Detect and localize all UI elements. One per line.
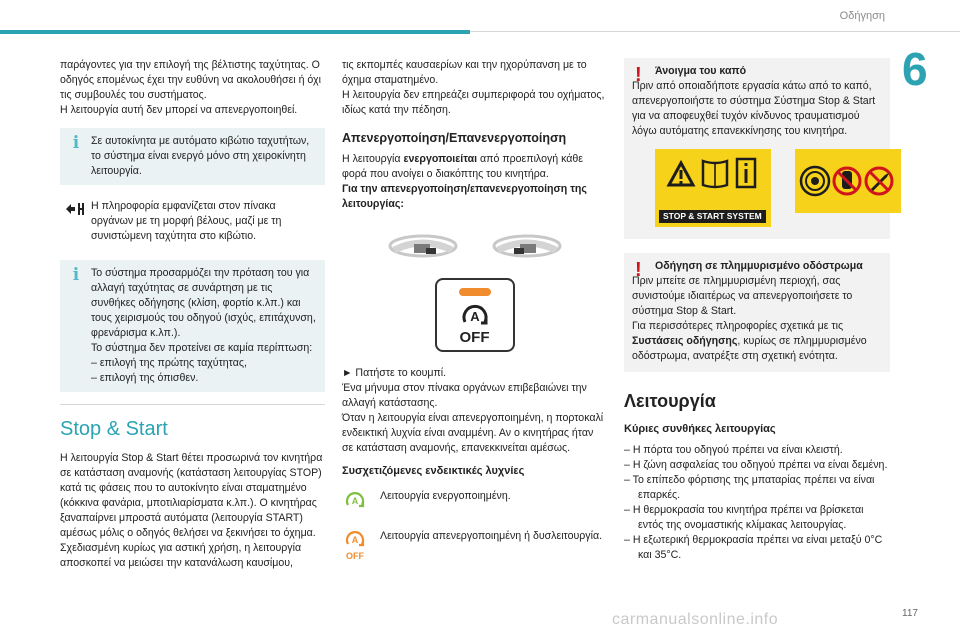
intro-text: τις εκπομπές καυσαερίων και την ηχορύπανση με το όχημα σταματημένο. Η λειτουργία δεν επηρεάζει συμπεριφορά του οχήματος, ιδίως κατά την πέδηση. xyxy=(342,59,605,116)
indicator-off-label: OFF xyxy=(346,551,364,561)
stop-start-warning-banner xyxy=(655,149,882,229)
gear-shift-indicator-icon xyxy=(64,201,86,217)
gear-shift-note xyxy=(60,193,325,250)
list-item: – Το επίπεδο φόρτισης της μπαταρίας πρέπει να είναι επαρκές. xyxy=(624,474,875,501)
list-item: – Η πόρτα του οδηγού πρέπει να είναι κλειστή. xyxy=(624,444,843,456)
press-instruction: ► Πατήστε το κουμπί. Ένα μήνυμα στον πίνακα οργάνων επιβεβαιώνει την αλλαγή κατάστασης. Όταν η λειτουργία είναι απενεργοποιημένη, η πορτοκαλί ενδεικτική λυχνία είναι αναμμένη. Αν ο κινητήρας ήταν σε κατάσταση αναμονής, επανεκκινείται αμέσως. xyxy=(342,367,604,454)
text-span: από προεπιλογή κάθε φορά που ανοίγει ο διακόπτης του κινητήρα. xyxy=(342,153,584,180)
note-text: Η πληροφορία εμφανίζεται στον πίνακα οργάνων με τη μορφή βέλους, μαζί με τη συνιστώμενη ταχύτητα στο κιβώτιο. xyxy=(91,200,282,242)
warning-hood-opening xyxy=(624,58,890,239)
indicator-text: Λειτουργία ενεργοποιημένη. xyxy=(380,490,511,502)
stop-start-system-label: STOP & START SYSTEM xyxy=(659,210,766,223)
column-1 xyxy=(60,58,325,571)
driving-advice-link: Συστάσεις οδήγησης xyxy=(632,335,738,347)
svg-text:A: A xyxy=(351,535,359,545)
list-item: – Η ζώνη ασφαλείας του οδηγού πρέπει να είναι δεμένη. xyxy=(624,459,888,471)
text-span: , κυρίως σε πλημμυρισμένο οδόστρωμα, ανατρέξτε στη σχετική ενότητα. xyxy=(632,335,867,362)
warning-body xyxy=(632,274,882,364)
warning-body: Πριν από οποιαδήποτε εργασία κάτω από το καπό, απενεργοποιήστε το σύστημα Σύστημα Stop & Start για να αποφευχθεί τυχόν κίνδυνος τραυματισμού λόγω αυτόματης επανεκκίνησης του κινητήρα. xyxy=(632,80,876,137)
info-note-auto-gearbox xyxy=(60,128,325,185)
section-title-stop-start: Stop & Start xyxy=(60,404,325,441)
chapter-number: 6 xyxy=(902,43,928,95)
auto-stop-start-off-orange-icon xyxy=(342,529,368,561)
note-text: Σε αυτοκίνητα με αυτόματο κιβώτιο ταχυτήτων, το σύστημα είναι ενεργό μόνο στη χειροκίνητη λειτουργία. xyxy=(91,135,310,177)
column-3 xyxy=(624,58,890,563)
page-number: 117 xyxy=(902,608,918,619)
exclamation-warning-icon: ! xyxy=(635,64,642,86)
list-item: – Η εξωτερική θερμοκρασία πρέπει να είναι μεταξύ 0°C και 35°C. xyxy=(624,534,883,561)
column-2 xyxy=(342,58,607,569)
text-span: Πριν μπείτε σε πλημμυρισμένη περιοχή, σας συνιστούμε ιδιαιτέρως να απενεργοποιήσετε το σύστημα Stop & Start. Για περισσότερες πληροφορίες σχετικά με τις xyxy=(632,275,853,332)
list-item: – Η θερμοκρασία του κινητήρα πρέπει να βρίσκεται εντός της ονομαστικής κλίμακας λειτουργίας. xyxy=(624,504,864,531)
info-note-system xyxy=(60,260,325,392)
section-body: Η λειτουργία Stop & Start θέτει προσωρινά τον κινητήρα σε κατάσταση αναμονής (κατάσταση λειτουργίας STOP) κατά τις φάσεις που το αυτοκίνητο είναι σταματημένο (κόκκινα φανάρια, μποτιλιαρίσματα κ.λπ.). Ο κινητήρας ξαναπαίρνει μπροστά αυτόματα (λειτουργία START) αμέσως μόλις ο οδηγός θελήσει να ξεκινήσει το όχημα. Σχεδιασμένη κυρίως για αστική χρήση, η λειτουργία αποσκοπεί να μειώσει την κατανάλωση καυσίμου, xyxy=(60,452,323,569)
steering-wheel-illustrations xyxy=(342,226,607,266)
hazard-symbols-sticker xyxy=(795,149,901,213)
steering-wheel-right-icon xyxy=(492,226,562,266)
text-bold: ενεργοποιείται xyxy=(403,153,478,165)
header-accent-bar xyxy=(0,30,470,34)
deactivation-paragraph xyxy=(342,152,607,182)
heading-conditions: Κύριες συνθήκες λειτουργίας xyxy=(624,423,776,435)
stop-start-off-button[interactable] xyxy=(435,278,515,352)
header-title: Οδήγηση xyxy=(839,10,885,22)
stop-start-label-sticker xyxy=(655,149,771,227)
off-label: OFF xyxy=(459,329,490,346)
warning-flooded-road xyxy=(624,253,890,372)
conditions-list xyxy=(624,443,890,563)
intro-text: παράγοντες για την επιλογή της βέλτιστης ταχύτητας. Ο οδηγός επομένως έχει την ευθύνη να ακολουθήσει ή όχι τις συμβουλές του συστήματος. Η λειτουργία αυτή δεν μπορεί να απενεργοποιηθεί. xyxy=(60,59,321,116)
auto-stop-start-green-icon xyxy=(342,489,368,514)
header-rule xyxy=(470,31,960,32)
note-text: Το σύστημα προσαρμόζει την πρόταση του για αλλαγή ταχύτητας σε συνάρτηση με τις συνθήκες οδήγησης (κλίση, φορτίο κ.λπ.) και τους χειρισμούς του οδηγού (ισχύς, επιτάχυνση, φρενάρισμα κ.λπ.). Το σύστημα δεν προτείνει σε καμία περίπτωση: – επιλογή της πρώτης ταχύτητας, – επιλογή της όπισθεν. xyxy=(91,267,316,384)
heading-deactivation: Απενεργοποίηση/Επανενεργοποίηση xyxy=(342,131,567,145)
orange-led-icon xyxy=(459,288,491,296)
svg-text:A: A xyxy=(351,496,359,506)
heading-operation: Λειτουργία xyxy=(624,391,716,411)
indicator-text: Λειτουργία απενεργοποιημένη ή δυσλειτουργία. xyxy=(380,530,603,542)
info-icon: i xyxy=(72,265,80,285)
fan-hazard-icon xyxy=(801,167,829,195)
exclamation-warning-icon: ! xyxy=(635,259,642,281)
heading-indicators: Συσχετιζόμενες ενδεικτικές λυχνίες xyxy=(342,465,525,477)
no-tool-icon xyxy=(866,168,892,194)
warning-title: Οδήγηση σε πλημμυρισμένο οδόστρωμα xyxy=(655,260,863,272)
info-icon: i xyxy=(72,133,80,153)
instruction-bold: Για την απενεργοποίηση/επανενεργοποίηση της λειτουργίας: xyxy=(342,183,587,210)
indicator-row xyxy=(342,489,607,517)
steering-wheel-left-icon xyxy=(388,226,458,266)
auto-stop-start-icon xyxy=(459,300,491,332)
watermark: carmanualsonline.info xyxy=(612,611,779,628)
svg-text:A: A xyxy=(469,309,480,324)
indicator-row xyxy=(342,529,607,561)
no-hand-icon xyxy=(834,168,860,194)
warning-title: Άνοιγμα του καπό xyxy=(655,65,747,77)
text-span: Η λειτουργία xyxy=(342,153,404,165)
